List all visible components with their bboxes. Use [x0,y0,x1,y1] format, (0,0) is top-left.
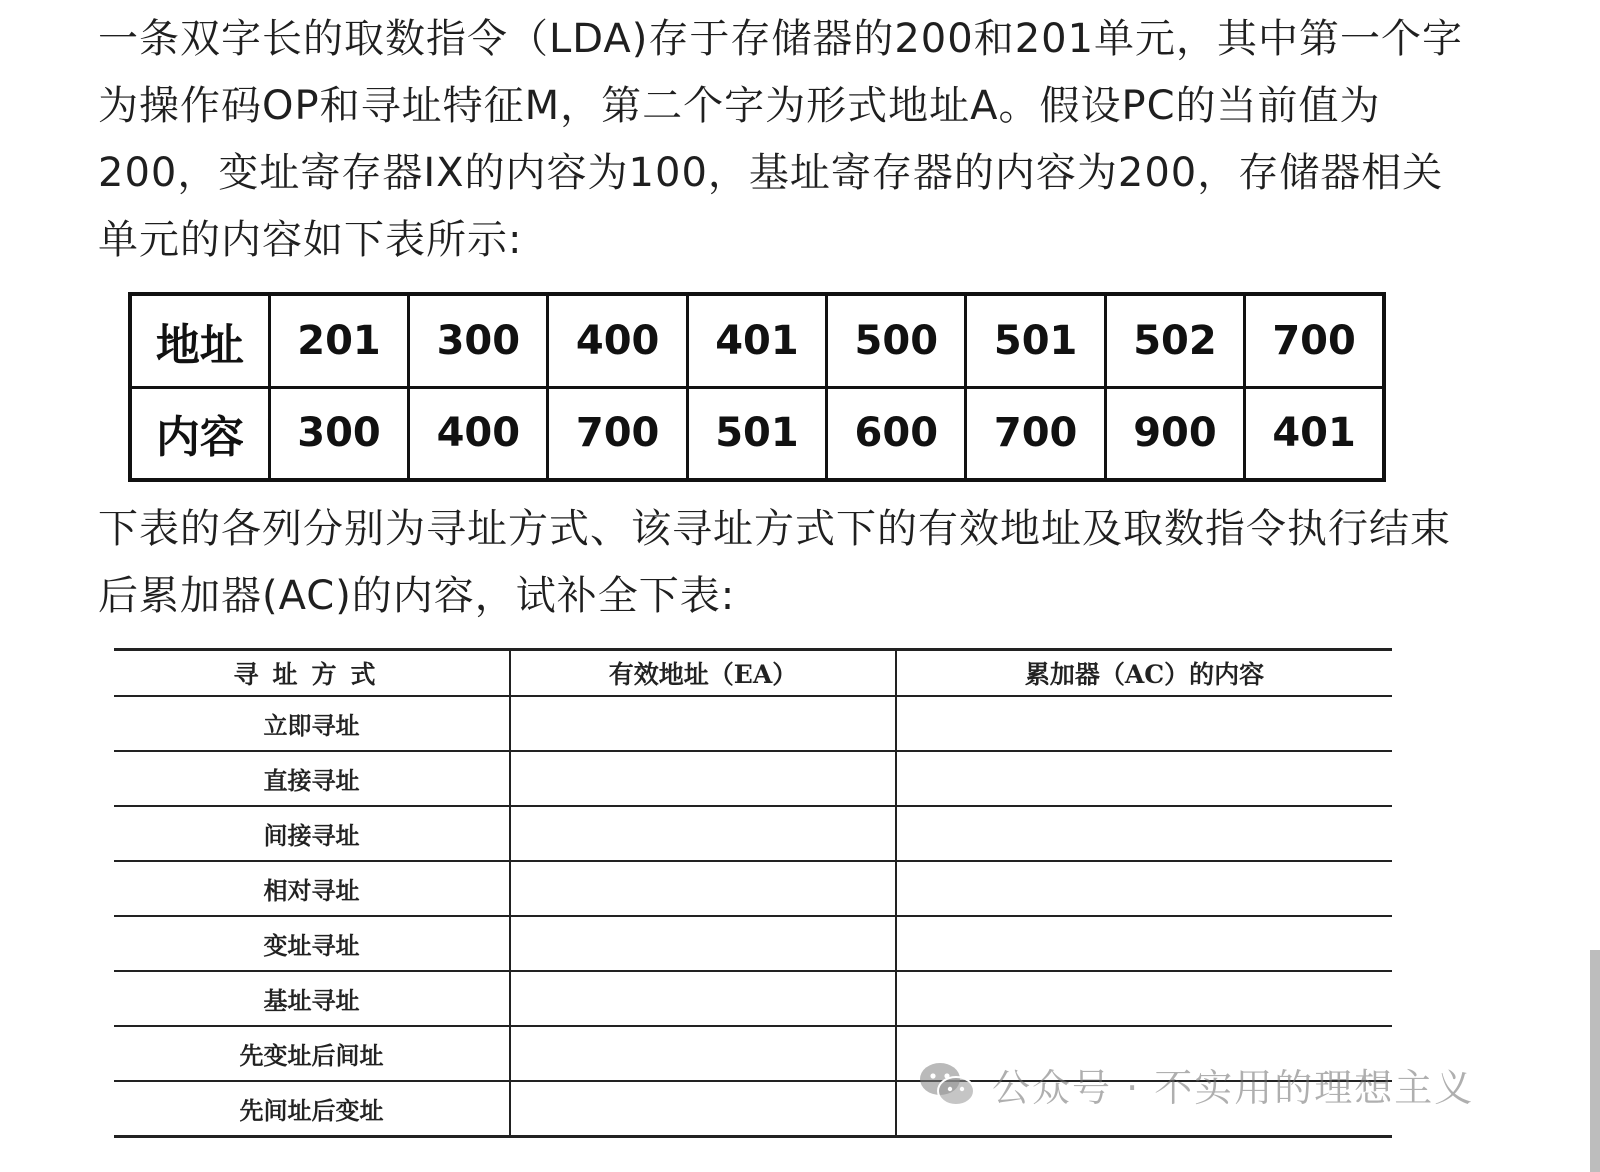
table-row [114,696,1392,751]
address-row [130,294,1384,387]
address-label: 地址 [130,294,269,387]
address-cell: 401 [687,294,826,387]
table-row [114,916,1392,971]
address-cell: 201 [269,294,408,387]
table-row [114,751,1392,806]
ea-cell [510,861,896,916]
content-row [130,387,1384,480]
ea-cell [510,916,896,971]
ac-cell [896,751,1392,806]
address-cell: 400 [548,294,687,387]
address-cell: 700 [1245,294,1384,387]
address-cell: 502 [1105,294,1244,387]
intro-paragraph: 一条双字长的取数指令（LDA)存于存储器的200和201单元，其中第一个字为操作码OP和寻址特征M，第二个字为形式地址A。假设PC的当前值为200，变址寄存器IX的内容为100，基址寄存器的内容为200，存储器相关单元的内容如下表所示: [98,16,1464,263]
table-row [114,806,1392,861]
header-addressing-mode: 寻址方式 [114,650,510,697]
mode-cell: 间接寻址 [114,806,510,861]
content-cell: 900 [1105,387,1244,480]
ac-cell [896,916,1392,971]
mode-cell: 基址寻址 [114,971,510,1026]
address-cell: 500 [827,294,966,387]
table-row [114,861,1392,916]
content-cell: 700 [548,387,687,480]
ea-cell [510,971,896,1026]
ea-cell [510,1026,896,1081]
memory-table [128,292,1386,482]
ea-cell [510,751,896,806]
header-effective-address: 有效地址（EA） [510,650,896,697]
mode-cell: 相对寻址 [114,861,510,916]
content-cell: 300 [269,387,408,480]
ac-cell [896,696,1392,751]
table-row [114,971,1392,1026]
header-ac-content: 累加器（AC）的内容 [896,650,1392,697]
mode-cell: 先间址后变址 [114,1081,510,1137]
content-cell: 700 [966,387,1105,480]
ea-cell [510,696,896,751]
mode-cell: 先变址后间址 [114,1026,510,1081]
content-cell: 501 [687,387,826,480]
address-cell: 300 [409,294,548,387]
ea-cell [510,806,896,861]
ac-cell [896,806,1392,861]
watermark-text: 公众号 · 不实用的理想主义 [992,1065,1475,1110]
wechat-icon [918,1059,976,1109]
ea-cell [510,1081,896,1137]
content-cell: 400 [409,387,548,480]
ac-cell [896,971,1392,1026]
question-paragraph: 下表的各列分别为寻址方式、该寻址方式下的有效地址及取数指令执行结束后累加器(AC)的内容，试补全下表: [98,506,1451,619]
content-cell: 600 [827,387,966,480]
scrollbar[interactable] [1590,950,1600,1172]
table-header-row [114,650,1392,697]
mode-cell: 变址寻址 [114,916,510,971]
watermark [918,1056,1474,1112]
content-cell: 401 [1245,387,1384,480]
ac-cell [896,861,1392,916]
mode-cell: 直接寻址 [114,751,510,806]
content-label: 内容 [130,387,269,480]
address-cell: 501 [966,294,1105,387]
mode-cell: 立即寻址 [114,696,510,751]
